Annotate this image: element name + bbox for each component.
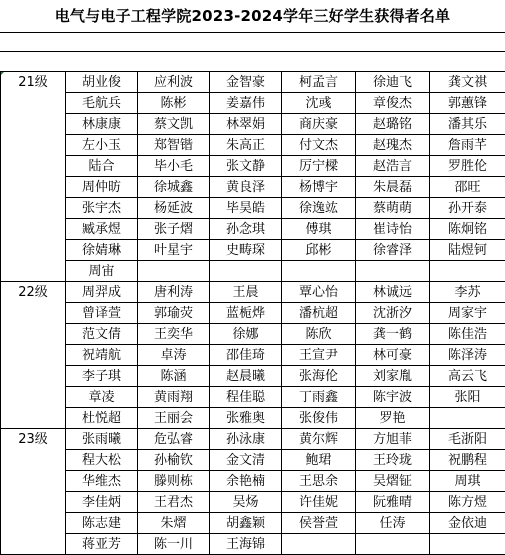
- name-cell[interactable]: 崔诗怡: [356, 219, 430, 240]
- name-cell[interactable]: 郭瑜荧: [138, 303, 210, 324]
- name-cell[interactable]: 臧承煜: [66, 219, 138, 240]
- name-cell[interactable]: 王海锦: [210, 534, 282, 555]
- name-cell[interactable]: 杜悦超: [66, 408, 138, 429]
- name-cell[interactable]: [282, 261, 356, 282]
- name-cell[interactable]: 赵晨曦: [210, 366, 282, 387]
- name-cell[interactable]: 范文倩: [66, 324, 138, 345]
- grade-label[interactable]: 23级: [1, 429, 66, 555]
- name-cell[interactable]: 孙泳康: [210, 429, 282, 450]
- name-cell[interactable]: 侯誉萱: [282, 513, 356, 534]
- name-cell[interactable]: 林康康: [66, 114, 138, 135]
- name-cell[interactable]: 余艳楠: [210, 471, 282, 492]
- name-cell[interactable]: 张子熠: [138, 219, 210, 240]
- name-cell[interactable]: 王玲珑: [356, 450, 430, 471]
- name-cell[interactable]: 黄良泽: [210, 177, 282, 198]
- name-cell[interactable]: 鲍珺: [282, 450, 356, 471]
- name-cell[interactable]: 陈泽涛: [430, 345, 505, 366]
- name-cell[interactable]: 王丽会: [138, 408, 210, 429]
- name-cell[interactable]: 赵璐铭: [356, 114, 430, 135]
- honor-list-table: [0, 71, 505, 555]
- name-cell[interactable]: 吴炀: [210, 492, 282, 513]
- name-cell[interactable]: 陈涵: [138, 366, 210, 387]
- name-cell[interactable]: 沈浙汐: [356, 303, 430, 324]
- name-cell[interactable]: 滕则栋: [138, 471, 210, 492]
- name-cell[interactable]: [430, 261, 505, 282]
- name-cell[interactable]: 陈宇波: [356, 387, 430, 408]
- sheet-title: 电气与电子工程学院2023-2024学年三好学生获得者名单: [0, 0, 505, 32]
- blank-row-divider: [0, 32, 505, 33]
- name-cell[interactable]: [356, 261, 430, 282]
- name-cell[interactable]: 毛浙阳: [430, 429, 505, 450]
- name-cell[interactable]: 杨博宇: [282, 177, 356, 198]
- name-cell[interactable]: 詹雨芊: [430, 135, 505, 156]
- name-cell[interactable]: 金智豪: [210, 72, 282, 93]
- name-cell[interactable]: 朱高正: [210, 135, 282, 156]
- table-row: [1, 303, 505, 324]
- blank-row-divider: [0, 51, 505, 52]
- table-row: [1, 177, 505, 198]
- name-cell[interactable]: 李苏: [430, 282, 505, 303]
- name-cell[interactable]: 张文静: [210, 156, 282, 177]
- name-cell[interactable]: [282, 534, 356, 555]
- name-cell[interactable]: 蔡文凯: [138, 114, 210, 135]
- table-row: [1, 492, 505, 513]
- name-cell[interactable]: 毛航兵: [66, 93, 138, 114]
- name-cell[interactable]: 金文清: [210, 450, 282, 471]
- name-cell[interactable]: 朱熠: [138, 513, 210, 534]
- name-cell[interactable]: 龚一鹤: [356, 324, 430, 345]
- name-cell[interactable]: 陈彬: [138, 93, 210, 114]
- name-cell[interactable]: 张俊伟: [282, 408, 356, 429]
- table-row: [1, 345, 505, 366]
- table-row: [1, 429, 505, 450]
- name-cell[interactable]: 赵瑰杰: [356, 135, 430, 156]
- name-cell[interactable]: 陈方煜: [430, 492, 505, 513]
- table-row: [1, 408, 505, 429]
- table-row: [1, 324, 505, 345]
- name-cell[interactable]: 李佳炳: [66, 492, 138, 513]
- name-cell[interactable]: 姜嘉伟: [210, 93, 282, 114]
- name-cell[interactable]: 商庆豪: [282, 114, 356, 135]
- name-cell[interactable]: 蒋亚芳: [66, 534, 138, 555]
- name-cell[interactable]: 王奕华: [138, 324, 210, 345]
- name-cell[interactable]: 陈志建: [66, 513, 138, 534]
- name-cell[interactable]: 蓝栀烨: [210, 303, 282, 324]
- name-cell[interactable]: 丁雨鑫: [282, 387, 356, 408]
- name-cell[interactable]: 周羿成: [66, 282, 138, 303]
- name-cell[interactable]: 陈佳浩: [430, 324, 505, 345]
- name-cell[interactable]: 厉宁樑: [282, 156, 356, 177]
- table-row: [1, 282, 505, 303]
- name-cell[interactable]: 刘家胤: [356, 366, 430, 387]
- table-row: [1, 156, 505, 177]
- name-cell[interactable]: 叶星宇: [138, 240, 210, 261]
- name-cell[interactable]: 林诚远: [356, 282, 430, 303]
- table-row: [1, 513, 505, 534]
- name-cell[interactable]: 毕小毛: [138, 156, 210, 177]
- name-cell[interactable]: 林翠娟: [210, 114, 282, 135]
- name-cell[interactable]: 周家宇: [430, 303, 505, 324]
- table-row: [1, 93, 505, 114]
- name-cell[interactable]: 程佳聪: [210, 387, 282, 408]
- name-cell[interactable]: 沈彧: [282, 93, 356, 114]
- name-cell[interactable]: 方旭菲: [356, 429, 430, 450]
- name-cell[interactable]: 赵浩言: [356, 156, 430, 177]
- name-cell[interactable]: 徐逸竑: [282, 198, 356, 219]
- name-cell[interactable]: 徐婧琳: [66, 240, 138, 261]
- name-cell[interactable]: 潘其乐: [430, 114, 505, 135]
- name-cell[interactable]: 张雅奥: [210, 408, 282, 429]
- name-cell[interactable]: 陆煜钶: [430, 240, 505, 261]
- name-cell[interactable]: [430, 534, 505, 555]
- grade-label[interactable]: 21级: [1, 72, 66, 282]
- name-cell[interactable]: 应利波: [138, 72, 210, 93]
- name-cell[interactable]: 王思余: [282, 471, 356, 492]
- name-cell[interactable]: 史畴琛: [210, 240, 282, 261]
- name-cell[interactable]: 毕昊皓: [210, 198, 282, 219]
- name-cell[interactable]: 覃心怡: [282, 282, 356, 303]
- name-cell[interactable]: 徐迪飞: [356, 72, 430, 93]
- name-cell[interactable]: 陈欣: [282, 324, 356, 345]
- name-cell[interactable]: 程大松: [66, 450, 138, 471]
- name-cell[interactable]: 周琪: [430, 471, 505, 492]
- name-cell[interactable]: 祝靖航: [66, 345, 138, 366]
- table-row: [1, 240, 505, 261]
- name-cell[interactable]: 李子琪: [66, 366, 138, 387]
- name-cell[interactable]: 任涛: [356, 513, 430, 534]
- name-cell[interactable]: 左小玉: [66, 135, 138, 156]
- name-cell[interactable]: 陈一川: [138, 534, 210, 555]
- name-cell[interactable]: 龚文祺: [430, 72, 505, 93]
- table-row: [1, 534, 505, 555]
- name-cell[interactable]: 祝鹏程: [430, 450, 505, 471]
- name-cell[interactable]: 胡鑫颖: [210, 513, 282, 534]
- name-cell[interactable]: 潘杭超: [282, 303, 356, 324]
- table-row: [1, 261, 505, 282]
- name-cell[interactable]: 唐利涛: [138, 282, 210, 303]
- name-cell[interactable]: 章凌: [66, 387, 138, 408]
- table-row: [1, 198, 505, 219]
- name-cell[interactable]: 高云飞: [430, 366, 505, 387]
- name-cell[interactable]: 周宙: [66, 261, 138, 282]
- name-cell[interactable]: 张阳: [430, 387, 505, 408]
- name-cell[interactable]: 许佳妮: [282, 492, 356, 513]
- name-cell[interactable]: 林可豪: [356, 345, 430, 366]
- name-cell[interactable]: 孙榆钦: [138, 450, 210, 471]
- name-cell[interactable]: 孙开泰: [430, 198, 505, 219]
- name-cell[interactable]: 孙念琪: [210, 219, 282, 240]
- name-cell[interactable]: 邵佳琦: [210, 345, 282, 366]
- name-cell[interactable]: 罗艳: [356, 408, 430, 429]
- table-row: [1, 114, 505, 135]
- name-cell[interactable]: 罗胜伦: [430, 156, 505, 177]
- name-cell[interactable]: 傅琪: [282, 219, 356, 240]
- name-cell[interactable]: 付文杰: [282, 135, 356, 156]
- name-cell[interactable]: 张海伦: [282, 366, 356, 387]
- name-cell[interactable]: 邵旺: [430, 177, 505, 198]
- name-cell[interactable]: 郭蕙锋: [430, 93, 505, 114]
- name-cell[interactable]: 张雨曦: [66, 429, 138, 450]
- name-cell[interactable]: 陆合: [66, 156, 138, 177]
- name-cell[interactable]: 金依迪: [430, 513, 505, 534]
- name-cell[interactable]: 华维杰: [66, 471, 138, 492]
- name-cell[interactable]: 王晨: [210, 282, 282, 303]
- name-cell[interactable]: [210, 261, 282, 282]
- name-cell[interactable]: 徐娜: [210, 324, 282, 345]
- grade-label[interactable]: 22级: [1, 282, 66, 429]
- name-cell[interactable]: 章俊杰: [356, 93, 430, 114]
- name-cell[interactable]: 邱彬: [282, 240, 356, 261]
- name-cell[interactable]: 吴熠钲: [356, 471, 430, 492]
- name-cell[interactable]: 周仲昉: [66, 177, 138, 198]
- table-row: [1, 387, 505, 408]
- name-cell[interactable]: [430, 408, 505, 429]
- name-cell[interactable]: 徐城鑫: [138, 177, 210, 198]
- name-cell[interactable]: 蔡萌萌: [356, 198, 430, 219]
- name-cell[interactable]: [356, 534, 430, 555]
- name-cell[interactable]: 朱晨磊: [356, 177, 430, 198]
- name-cell[interactable]: 张宇杰: [66, 198, 138, 219]
- name-cell[interactable]: 黄尔辉: [282, 429, 356, 450]
- table-row: [1, 366, 505, 387]
- table-row: [1, 135, 505, 156]
- name-cell[interactable]: 曾译萱: [66, 303, 138, 324]
- name-cell[interactable]: 王君杰: [138, 492, 210, 513]
- name-cell[interactable]: 胡业俊: [66, 72, 138, 93]
- table-row: [1, 219, 505, 240]
- name-cell[interactable]: 王宣尹: [282, 345, 356, 366]
- name-cell[interactable]: 黄雨翔: [138, 387, 210, 408]
- name-cell[interactable]: 危弘睿: [138, 429, 210, 450]
- name-cell[interactable]: 陈炯铭: [430, 219, 505, 240]
- name-cell[interactable]: 杨延波: [138, 198, 210, 219]
- name-cell[interactable]: 卓涛: [138, 345, 210, 366]
- name-cell[interactable]: 柯孟言: [282, 72, 356, 93]
- name-cell[interactable]: 阮雅晴: [356, 492, 430, 513]
- table-row: [1, 471, 505, 492]
- name-cell[interactable]: 郑智锴: [138, 135, 210, 156]
- table-row: [1, 450, 505, 471]
- name-cell[interactable]: 徐睿泽: [356, 240, 430, 261]
- table-row: [1, 72, 505, 93]
- name-cell[interactable]: [138, 261, 210, 282]
